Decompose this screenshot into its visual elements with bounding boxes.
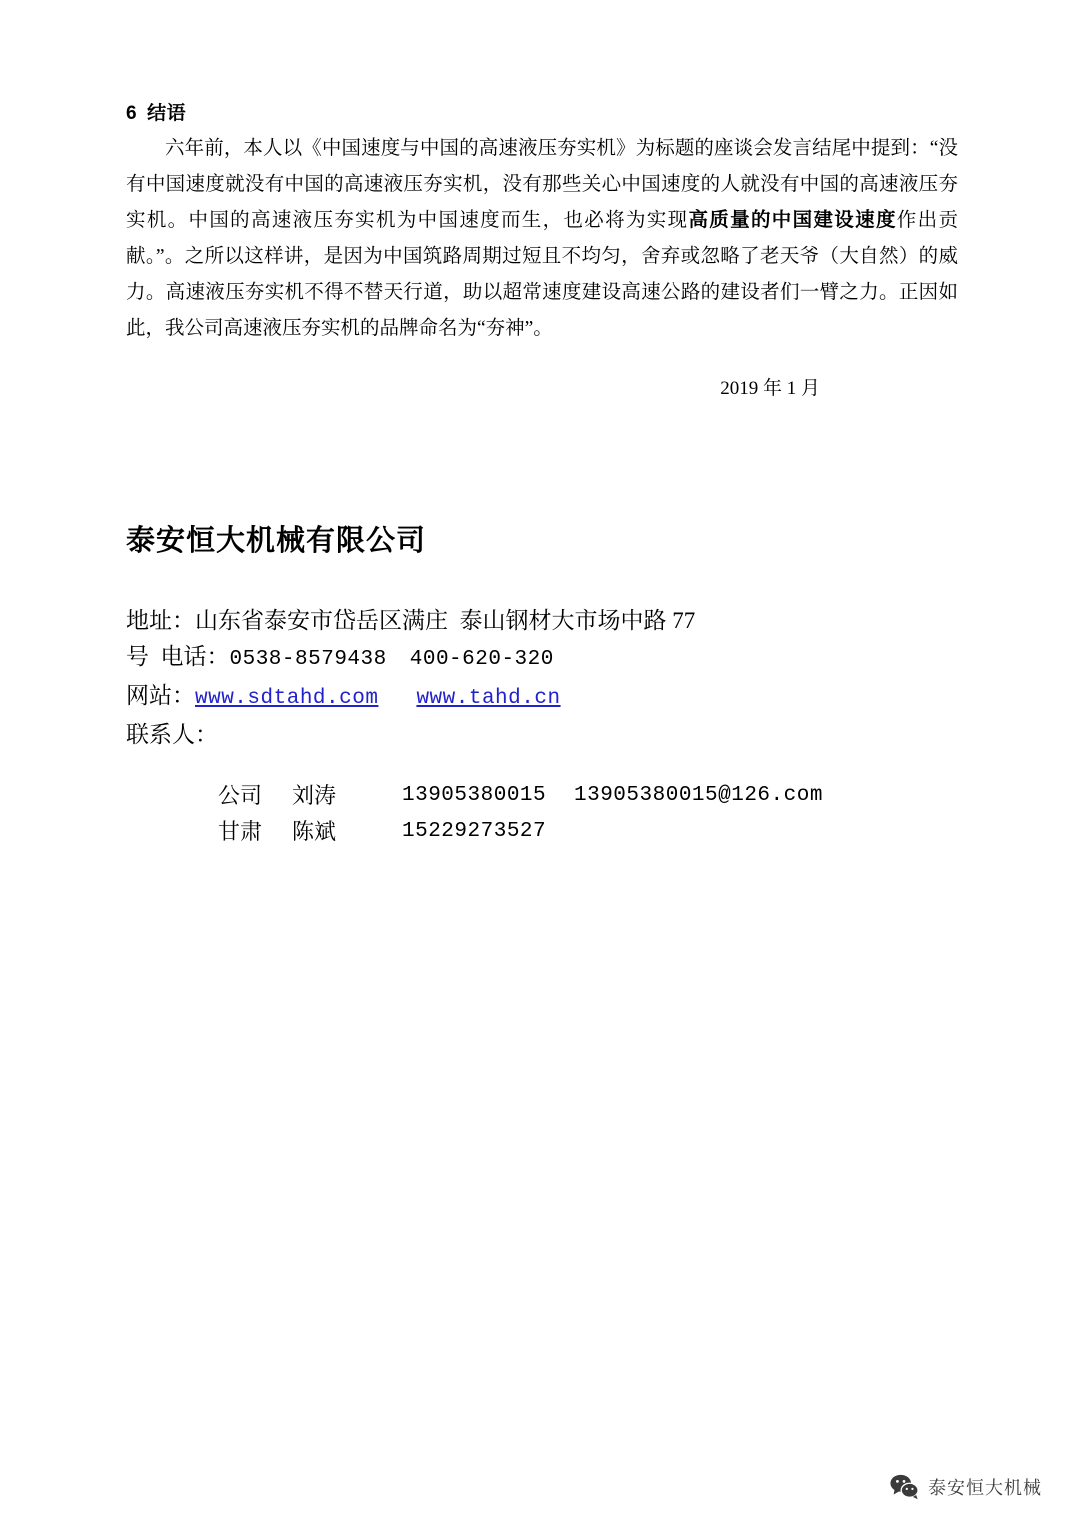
- person-name: 刘涛: [292, 783, 337, 808]
- address-line: [126, 603, 966, 639]
- person-email: 13905380015@126.com: [574, 784, 823, 807]
- website-line: [126, 678, 966, 717]
- company-block: [126, 518, 966, 753]
- paragraph-part-2: 作出贡献。”。之所以这样讲，是因为中国筑路周期过短且不均匀，舍弃或忽略了老天爷（大自然）的威力。高速液压夯实机不得不替天行道，助以超常速度建设高速公路的建设者们一臂之力。正因如此，我公司高速液压夯实机的品牌命名为“夯神”。: [126, 210, 958, 339]
- address-label: 地址：: [126, 608, 195, 633]
- list-item: [218, 778, 823, 814]
- contacts-label: 联系人：: [126, 722, 218, 747]
- website-link-secondary[interactable]: www.tahd.cn: [416, 687, 561, 710]
- document-date: 2019 年 1 月: [720, 378, 820, 399]
- company-name: 泰安恒大机械有限公司: [126, 525, 427, 557]
- wechat-footer-badge: [889, 1472, 1042, 1502]
- article-content: [126, 98, 958, 400]
- person-name: 陈斌: [292, 819, 337, 844]
- person-phone: 13905380015: [402, 784, 547, 807]
- phone-hotline: 400-620-320: [409, 648, 554, 671]
- contact-info: [126, 603, 966, 753]
- section-title: 结语: [147, 103, 187, 124]
- list-item: [218, 814, 823, 850]
- phone-primary: 0538-8579438: [229, 648, 387, 671]
- section-heading: [126, 98, 958, 125]
- website-label: 网站：: [126, 683, 195, 708]
- person-region: 甘肃: [218, 819, 263, 844]
- website-link-primary[interactable]: www.sdtahd.com: [195, 687, 379, 710]
- address-continuation: 号: [126, 644, 149, 669]
- contact-person-list: [218, 778, 823, 850]
- address-value: 山东省泰安市岱岳区满庄 泰山钢材大市场中路 77: [195, 608, 696, 633]
- person-region: 公司: [218, 783, 263, 808]
- section-number: 6: [126, 103, 138, 124]
- footer-account-name: 泰安恒大机械: [928, 1478, 1042, 1498]
- person-phone: 15229273527: [402, 820, 547, 843]
- conclusion-paragraph: [126, 131, 958, 347]
- paragraph-part-1: 六年前，本人以《中国速度与中国的高速液压夯实机》为标题的座谈会发言结尾中提到：“没有中国速度就没有中国的高速液压夯实机，没有那些关心中国速度的人就没有中国的高速液压夯实机。中国的高速液压夯实机为中国速度而生，也必将为实现: [126, 138, 958, 231]
- paragraph-bold-phrase: 高质量的中国建设速度: [688, 210, 897, 231]
- phone-label: 电话：: [160, 644, 230, 669]
- wechat-icon: [889, 1472, 919, 1502]
- phone-line: [126, 639, 966, 678]
